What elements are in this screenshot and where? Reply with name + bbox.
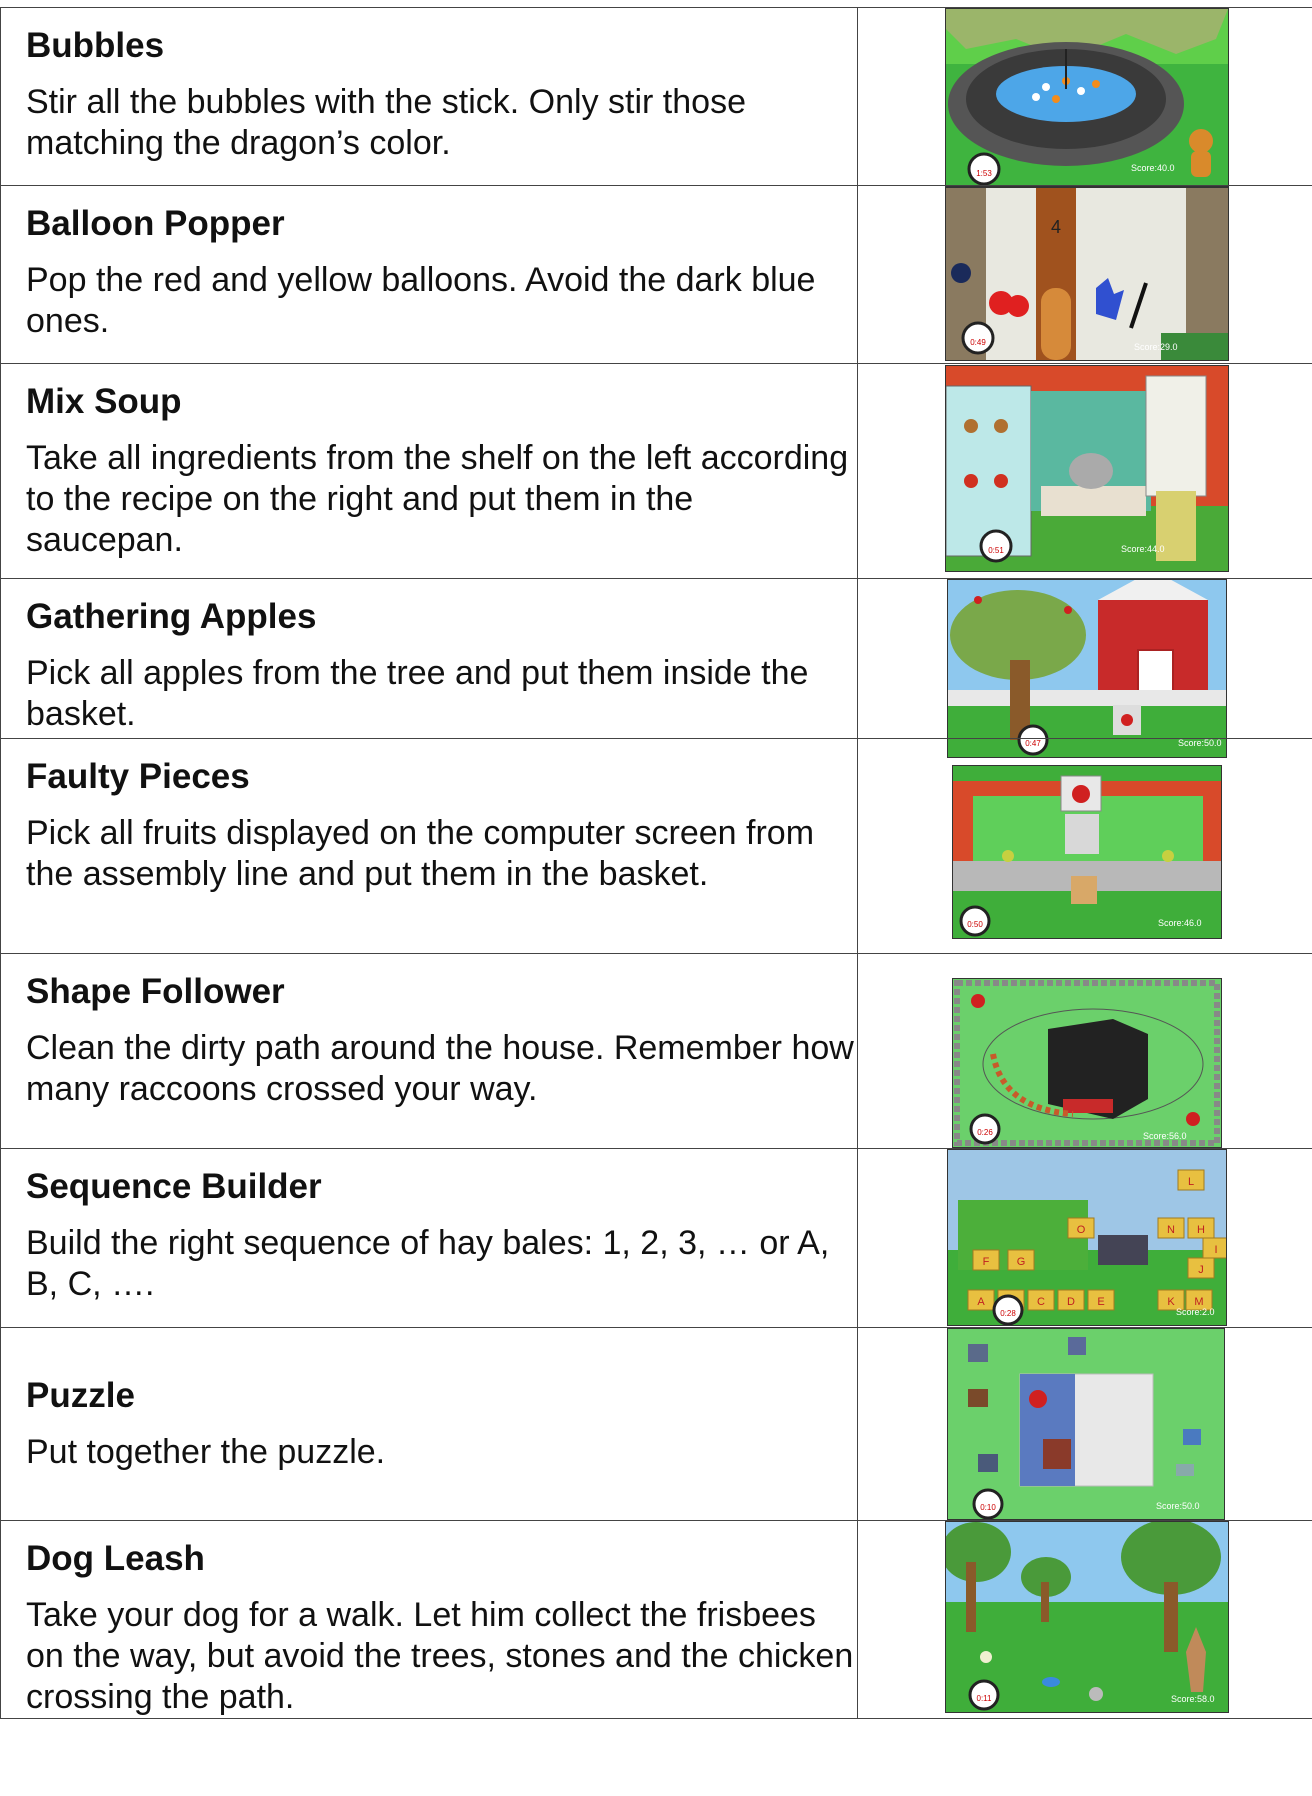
description-cell [0, 8, 858, 185]
hay-bale-tile [1068, 1218, 1094, 1238]
thumb-score: Score:56.0 [1143, 1131, 1187, 1141]
table-row [0, 363, 1312, 578]
svg-text:0:51: 0:51 [988, 546, 1004, 555]
hay-bale-tile [1088, 1290, 1114, 1310]
dragon-figure [1189, 129, 1213, 177]
hay-bale-letter: M [1194, 1296, 1204, 1308]
hay-bale-letter: G [1016, 1256, 1026, 1268]
hay-bale-letter: N [1167, 1224, 1175, 1236]
description-cell [0, 579, 858, 738]
timer-icon [974, 1490, 1002, 1518]
svg-text:4: 4 [1050, 217, 1062, 237]
game-description: Build the right sequence of hay bales: 1, 2, 3, … or A, B, C, …. [26, 1224, 830, 1303]
hay-bale-letter: I [1214, 1244, 1218, 1256]
game-description: Take all ingredients from the shelf on the left according to the recipe on the right and put them in the saucepan. [26, 439, 849, 559]
thumb-score: Score:2.0 [1176, 1307, 1215, 1317]
hay-bale-tile [1178, 1170, 1204, 1190]
game-description: Pick all apples from the tree and put them inside the basket. [26, 654, 809, 733]
game-screenshot-faulty-pieces [952, 765, 1222, 939]
game-screenshot-balloon-popper [945, 187, 1229, 361]
game-screenshot-shape-follower [952, 978, 1222, 1148]
description-cell [0, 1149, 858, 1327]
description-cell [0, 739, 858, 953]
hay-bale-tile [1058, 1290, 1084, 1310]
game-title: Shape Follower [26, 972, 285, 1011]
hay-bale-letter: A [977, 1296, 985, 1308]
thumb-score: Score:29.0 [1134, 342, 1178, 352]
description-cell [0, 1521, 858, 1718]
game-title: Gathering Apples [26, 597, 317, 636]
table-row [0, 1148, 1312, 1327]
game-description: Pick all fruits displayed on the computer screen from the assembly line and put them in the basket. [26, 814, 815, 893]
table-row [0, 1520, 1312, 1719]
description-cell [0, 954, 858, 1148]
timer-icon [970, 1681, 998, 1709]
hay-bale-tile [1008, 1250, 1034, 1270]
game-screenshot-gathering-apples [947, 579, 1227, 758]
thumb-score: Score:40.0 [1131, 163, 1175, 173]
svg-text:0:11: 0:11 [976, 1694, 992, 1703]
thumb-score: Score:58.0 [1171, 1694, 1215, 1704]
hay-bale-letter: D [1067, 1296, 1075, 1308]
game-screenshot-dog-leash [945, 1521, 1229, 1713]
table-row [0, 578, 1312, 748]
game-screenshot-sequence-builder [947, 1149, 1227, 1326]
thumb-score: Score:44.0 [1121, 544, 1165, 554]
table-row [0, 7, 1312, 185]
hay-bale-letter: H [1197, 1224, 1205, 1236]
game-title: Dog Leash [26, 1539, 205, 1578]
hay-bale-tile [1203, 1238, 1226, 1258]
hay-bale-letter: J [1198, 1264, 1204, 1276]
game-screenshot-puzzle [947, 1328, 1225, 1520]
svg-text:0:28: 0:28 [1000, 1309, 1016, 1318]
svg-text:0:10: 0:10 [980, 1503, 996, 1512]
timer-icon [971, 1115, 999, 1143]
hay-bale-letter: L [1187, 1176, 1195, 1188]
game-description: Stir all the bubbles with the stick. Only stir those matching the dragon’s color. [26, 83, 746, 162]
description-cell [0, 1328, 858, 1520]
table-row [0, 953, 1312, 1148]
table-row [0, 185, 1312, 363]
timer-icon [981, 531, 1011, 561]
hay-bale-letter: E [1097, 1296, 1105, 1308]
hay-bale-letter: O [1076, 1224, 1086, 1236]
game-description-table [0, 7, 1312, 1719]
timer-icon [963, 323, 993, 353]
game-description: Put together the puzzle. [26, 1432, 386, 1471]
game-description: Pop the red and yellow balloons. Avoid the dark blue ones. [26, 261, 816, 340]
game-description: Take your dog for a walk. Let him collect the frisbees on the way, but avoid the trees, stones and the chicken crossing the path. [26, 1596, 854, 1716]
game-description: Clean the dirty path around the house. Remember how many raccoons crossed your way. [26, 1029, 854, 1108]
timer-icon [969, 154, 999, 184]
timer-icon [994, 1296, 1022, 1324]
hay-bale-letter: C [1037, 1296, 1045, 1308]
game-title: Sequence Builder [26, 1167, 322, 1206]
thumb-score: Score:50.0 [1156, 1501, 1200, 1511]
svg-text:0:50: 0:50 [967, 920, 983, 929]
hay-bale-letter: F [982, 1256, 990, 1268]
hay-bale-tile [968, 1290, 994, 1310]
hay-bale-tile [1188, 1258, 1214, 1278]
svg-text:0:26: 0:26 [977, 1128, 993, 1137]
hay-bale-tile [1158, 1218, 1184, 1238]
game-title: Faulty Pieces [26, 757, 250, 796]
table-row [0, 1327, 1312, 1520]
description-cell [0, 186, 858, 363]
timer-icon [961, 907, 989, 935]
game-title: Mix Soup [26, 382, 182, 421]
svg-text:0:49: 0:49 [970, 338, 986, 347]
thumb-score: Score:50.0 [1178, 738, 1222, 748]
hay-bale-tile [973, 1250, 999, 1270]
description-cell [0, 364, 858, 578]
game-screenshot-mix-soup [945, 365, 1229, 572]
hay-bale-tile [1188, 1218, 1214, 1238]
hay-bale-tile [1028, 1290, 1054, 1310]
svg-text:1:53: 1:53 [976, 169, 992, 178]
thumb-score: Score:46.0 [1158, 918, 1202, 928]
table-row [0, 738, 1312, 953]
game-screenshot-bubbles [945, 8, 1229, 187]
game-title: Puzzle [26, 1375, 135, 1415]
svg-text:0:47: 0:47 [1025, 739, 1041, 748]
game-title: Balloon Popper [26, 204, 285, 243]
game-title: Bubbles [26, 26, 165, 65]
hay-bale-letter: K [1167, 1296, 1175, 1308]
